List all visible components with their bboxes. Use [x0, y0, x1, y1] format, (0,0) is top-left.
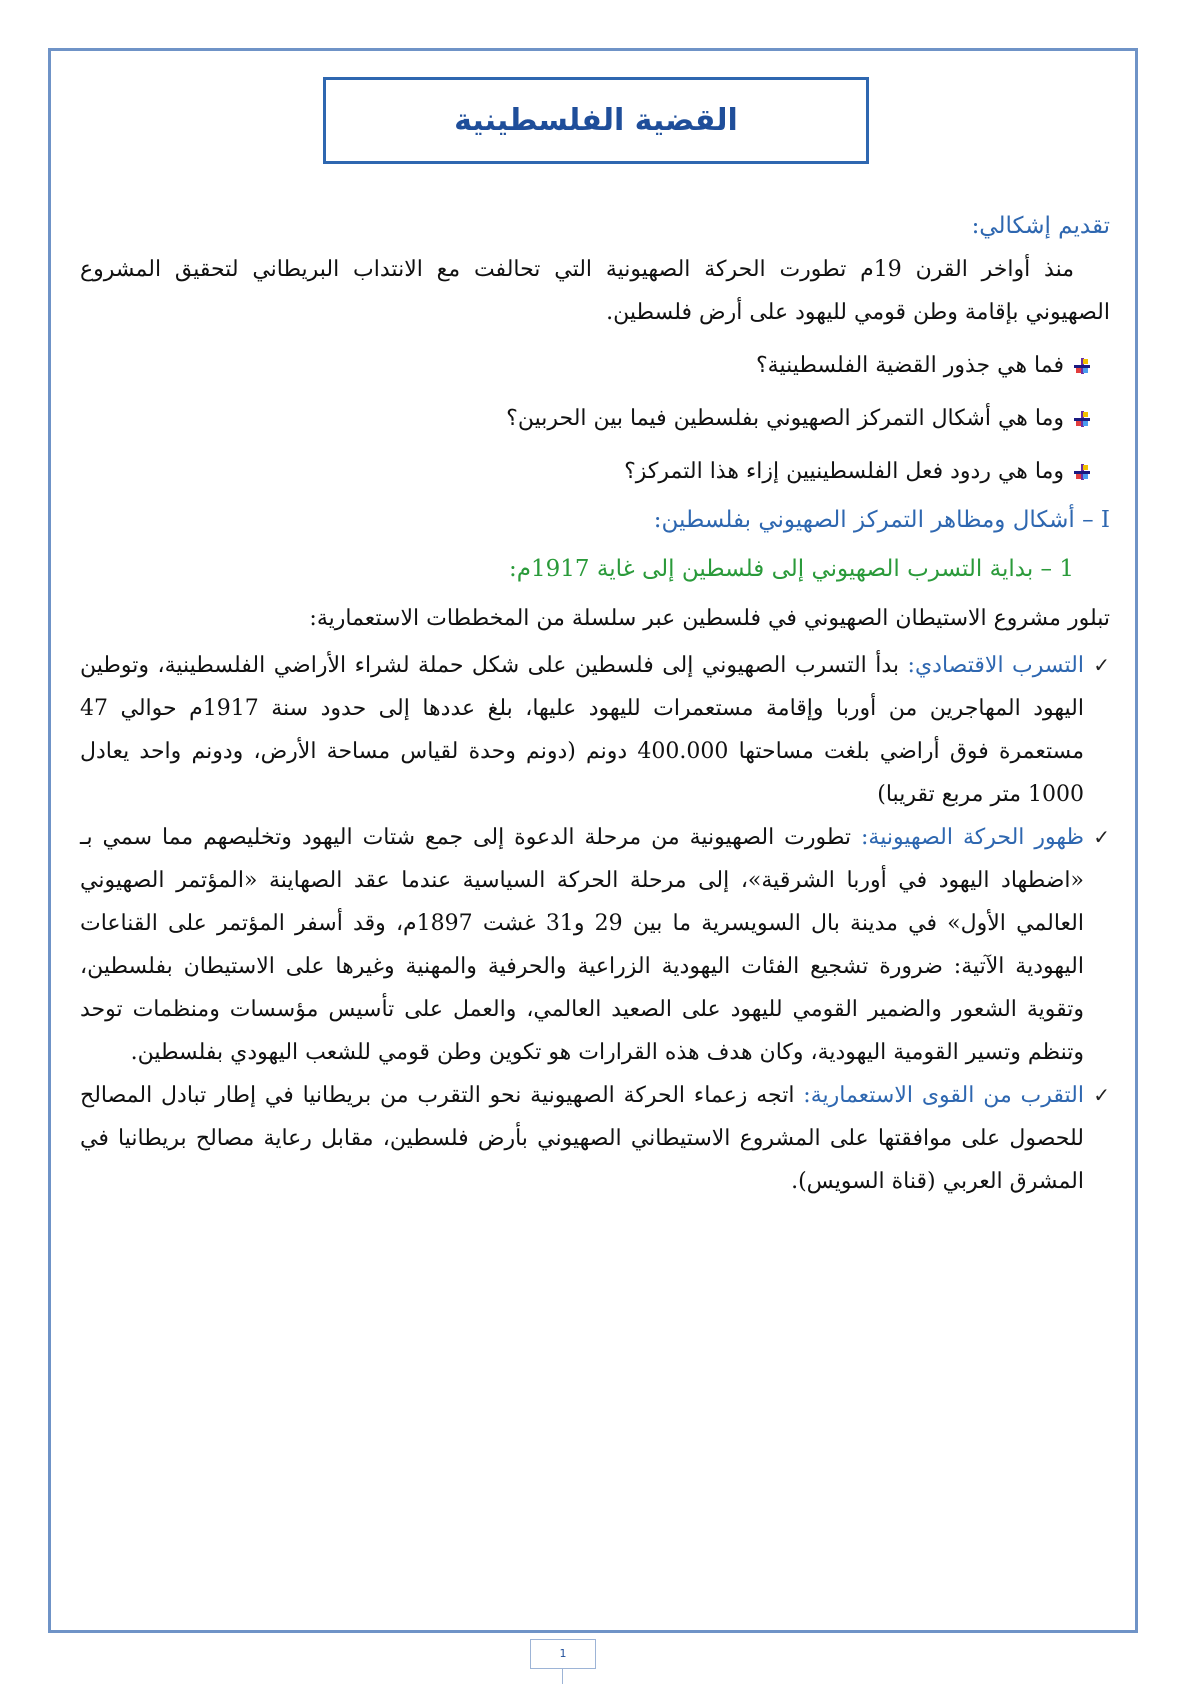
checkmark-icon: ✓: [1093, 1083, 1110, 1107]
page-title: القضية الفلسطينية: [454, 103, 738, 138]
question-text: فما هي جذور القضية الفلسطينية؟: [756, 353, 1064, 378]
subsection-heading: 1 – بداية التسرب الصهيوني إلى فلسطين إلى غاية 1917م:: [509, 556, 1074, 582]
item-text: بدأ التسرب الصهيوني إلى فلسطين على شكل حملة لشراء الأراضي الفلسطينية، وتوطين اليهود المهاجرين من أوربا وإقامة مستعمرات لليهود عليها، بلغ عددها إلى حدود سنة 1917م حوالي 47 مستعمرة فوق أراضي بلغت مساحتها 400.000 دونم (دونم وحدة لقياس مساحة الأرض، ودونم واحد يعادل 1000 متر مربع تقريبا): [80, 653, 1084, 807]
checkmark-icon: ✓: [1093, 825, 1110, 849]
page-number: 1: [530, 1639, 596, 1669]
intro-paragraph: منذ أواخر القرن 19م تطورت الحركة الصهيونية التي تحالفت مع الانتداب البريطاني لتحقيق المشروع الصهيوني بإقامة وطن قومي لليهود على أرض فلسطين.: [80, 257, 1110, 325]
bullet-icon: [1074, 464, 1090, 480]
question-item: [80, 397, 1110, 440]
intro-heading: تقديم إشكالي:: [971, 213, 1110, 239]
page-number-tick: [562, 1669, 563, 1684]
question-item: [80, 450, 1110, 493]
bullet-icon: [1074, 411, 1090, 427]
question-text: وما هي أشكال التمركز الصهيوني بفلسطين فيما بين الحربين؟: [506, 406, 1064, 431]
question-item: [80, 344, 1110, 387]
list-item: [80, 1074, 1110, 1203]
item-term: ظهور الحركة الصهيونية:: [860, 825, 1084, 850]
item-text: اتجه زعماء الحركة الصهيونية نحو التقرب من بريطانيا في إطار تبادل المصالح للحصول على موافقتها على المشروع الاستيطاني الصهيوني بأرض فلسطين، مقابل رعاية مصالح بريطانيا في المشرق العربي (قناة السويس).: [80, 1083, 1084, 1194]
item-term: التسرب الاقتصادي:: [907, 653, 1084, 678]
title-box: [323, 77, 869, 164]
section-intro: تبلور مشروع الاستيطان الصهيوني في فلسطين عبر سلسلة من المخططات الاستعمارية:: [309, 606, 1110, 631]
list-item: [80, 816, 1110, 1074]
document-body: [80, 205, 1110, 1203]
section-heading: I – أشكال ومظاهر التمركز الصهيوني بفلسطين:: [653, 507, 1110, 533]
item-term: التقرب من القوى الاستعمارية:: [803, 1083, 1084, 1108]
checkmark-icon: ✓: [1093, 653, 1110, 677]
list-item: [80, 644, 1110, 816]
item-text: تطورت الصهيونية من مرحلة الدعوة إلى جمع شتات اليهود وتخليصهم مما سمي بـ «اضطهاد اليهود في أوربا الشرقية»، إلى مرحلة الحركة السياسية عندما عقد الصهاينة «المؤتمر الصهيوني العالمي الأول» في مدينة بال السويسرية ما بين 29 و31 غشت 1897م، وقد أسفر المؤتمر على القناعات اليهودية الآتية: ضرورة تشجيع الفئات اليهودية الزراعية والحرفية والمهنية وغيرها على الاستيطان بفلسطين، وتقوية الشعور والضمير القومي لليهود على الصعيد العالمي، والعمل على تأسيس مؤسسات ومنظمات توحد وتنظم وتسير القومية اليهودية، وكان هدف هذه القرارات هو تكوين وطن قومي للشعب اليهودي بفلسطين.: [80, 825, 1084, 1065]
question-text: وما هي ردود فعل الفلسطينيين إزاء هذا التمركز؟: [624, 459, 1064, 484]
bullet-icon: [1074, 358, 1090, 374]
